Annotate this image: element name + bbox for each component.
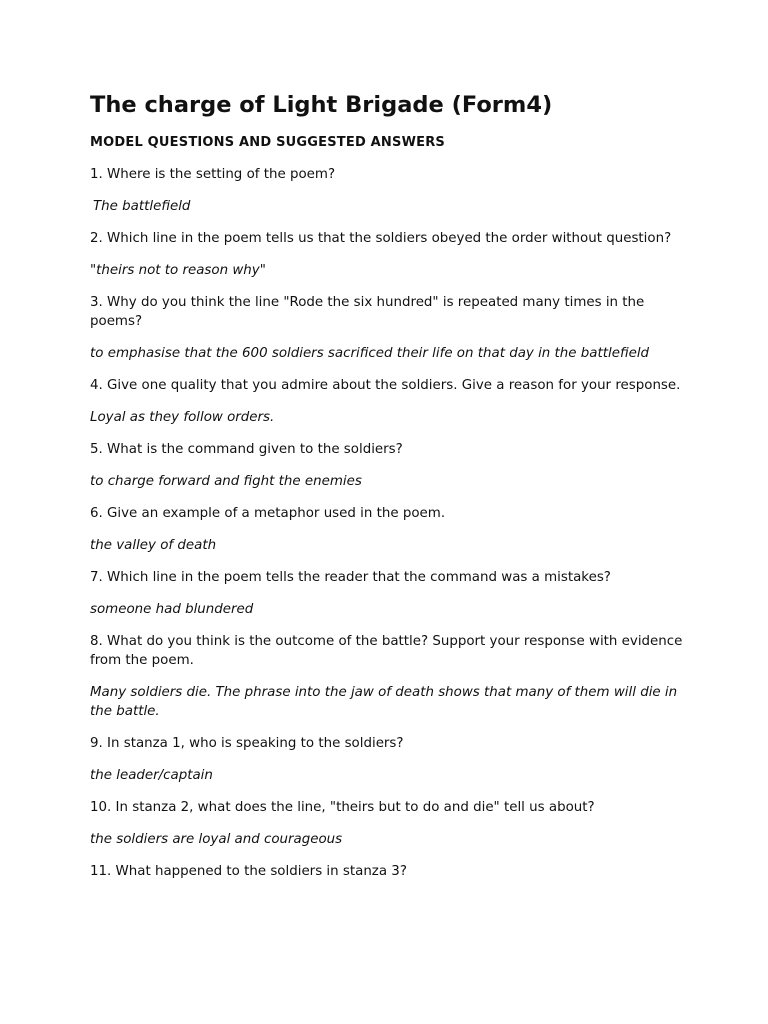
- answer-4: Loyal as they follow orders.: [90, 410, 275, 425]
- question-1: 1. Where is the setting of the poem?: [90, 167, 336, 182]
- question-2: 2. Which line in the poem tells us that the soldiers obeyed the order without question?: [90, 231, 672, 246]
- document-title: The charge of Light Brigade (Form4): [90, 92, 553, 118]
- answer-5: to charge forward and fight the enemies: [90, 474, 362, 489]
- question-7: 7. Which line in the poem tells the reader that the command was a mistakes?: [90, 570, 611, 585]
- question-5: 5. What is the command given to the soldiers?: [90, 442, 403, 457]
- question-10: 10. In stanza 2, what does the line, "theirs but to do and die" tell us about?: [90, 800, 595, 815]
- answer-6: the valley of death: [90, 538, 217, 553]
- document-page: [90, 88, 690, 894]
- question-11: 11. What happened to the soldiers in stanza 3?: [90, 864, 407, 879]
- answer-8: Many soldiers die. The phrase into the jaw of death shows that many of them will die in the battle.: [90, 685, 678, 719]
- question-3: 3. Why do you think the line "Rode the six hundred" is repeated many times in the poems?: [90, 295, 645, 329]
- answer-10: the soldiers are loyal and courageous: [90, 832, 343, 847]
- question-6: 6. Give an example of a metaphor used in the poem.: [90, 506, 446, 521]
- question-8: 8. What do you think is the outcome of the battle? Support your response with evidence from the poem.: [90, 634, 683, 668]
- document-subtitle: MODEL QUESTIONS AND SUGGESTED ANSWERS: [90, 135, 445, 150]
- answer-1: The battlefield: [93, 199, 191, 214]
- question-9: 9. In stanza 1, who is speaking to the soldiers?: [90, 736, 404, 751]
- question-4: 4. Give one quality that you admire about the soldiers. Give a reason for your response.: [90, 378, 681, 393]
- answer-2: "theirs not to reason why": [90, 263, 266, 278]
- answer-9: the leader/captain: [90, 768, 213, 783]
- answer-7: someone had blundered: [90, 602, 254, 617]
- answer-3: to emphasise that the 600 soldiers sacrificed their life on that day in the battlefield: [90, 346, 650, 361]
